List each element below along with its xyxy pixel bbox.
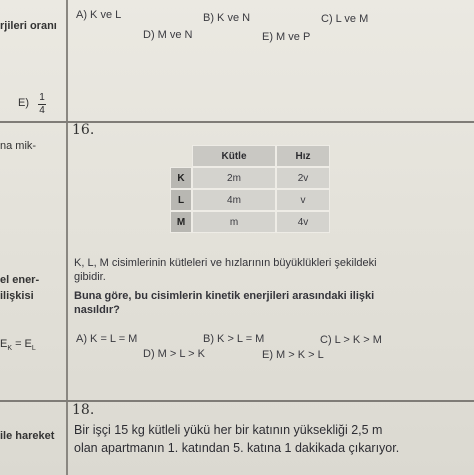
cell-hiz-l: v — [276, 189, 330, 211]
header-kutle: Kütle — [192, 145, 276, 167]
q16-option-c[interactable]: C) L > K > M — [320, 334, 382, 346]
table-row — [170, 189, 330, 211]
q16-statement-line2: gibidir. — [74, 271, 106, 283]
header-hiz: Hız — [276, 145, 330, 167]
mass-velocity-table — [170, 145, 330, 233]
left-fragment-ile-hareket: ile hareket — [0, 430, 55, 442]
q15-option-a[interactable]: A) K ve L — [76, 9, 122, 21]
q18-number: 18. — [72, 402, 95, 418]
fraction-one-quarter — [38, 93, 46, 116]
q18-line1: Bir işçi 15 kg kütleli yükü her bir katının yüksekliği 2,5 m — [74, 423, 383, 437]
q15-option-c[interactable]: C) L ve M — [321, 13, 369, 25]
q16-option-e[interactable]: E) M > K > L — [262, 349, 324, 361]
el-subscript: L — [31, 345, 36, 353]
q16-option-a[interactable]: A) K = L = M — [76, 333, 138, 345]
el-symbol: = E — [12, 338, 32, 350]
left-option-e-label: E) — [18, 97, 29, 109]
cell-hiz-k: 2v — [276, 167, 330, 189]
q16-number: 16. — [72, 122, 95, 138]
q16-option-b[interactable]: B) K > L = M — [203, 333, 265, 345]
column-divider — [66, 0, 68, 475]
q15-option-b[interactable]: B) K ve N — [203, 12, 251, 24]
left-fragment-energy-ratio: rjileri oranı — [0, 20, 57, 32]
q16-option-d[interactable]: D) M > L > K — [143, 348, 205, 360]
q15-option-d[interactable]: D) M ve N — [143, 29, 193, 41]
q15-option-e[interactable]: E) M ve P — [262, 31, 311, 43]
row-label-m: M — [170, 211, 192, 233]
left-fragment-na-mik: na mik- — [0, 140, 37, 152]
cell-hiz-m: 4v — [276, 211, 330, 233]
q16-question-line1: Buna göre, bu cisimlerin kinetik enerjileri arasındaki ilişki — [74, 290, 375, 302]
table-header-row — [170, 145, 330, 167]
cell-kutle-k: 2m — [192, 167, 276, 189]
fraction-numerator: 1 — [39, 92, 45, 103]
left-fragment-ek-equals-el — [0, 338, 36, 352]
q18-line2: olan apartmanın 1. katından 5. katına 1 dakikada çıkarıyor. — [74, 441, 400, 455]
ek-subscript: K — [7, 345, 13, 353]
q16-statement-line1: K, L, M cisimlerinin kütleleri ve hızlarının büyüklükleri şekildeki — [74, 257, 377, 269]
left-fragment-ener: el ener- — [0, 274, 40, 286]
table-corner — [170, 145, 192, 167]
left-fragment-iliskisi: ilişkisi — [0, 290, 34, 302]
cell-kutle-m: m — [192, 211, 276, 233]
row-label-k: K — [170, 167, 192, 189]
table-row — [170, 167, 330, 189]
fraction-denominator: 4 — [39, 105, 45, 116]
row-label-l: L — [170, 189, 192, 211]
q16-question-line2: nasıldır? — [74, 304, 120, 316]
cell-kutle-l: 4m — [192, 189, 276, 211]
ek-symbol: E — [0, 338, 8, 350]
table-row — [170, 211, 330, 233]
